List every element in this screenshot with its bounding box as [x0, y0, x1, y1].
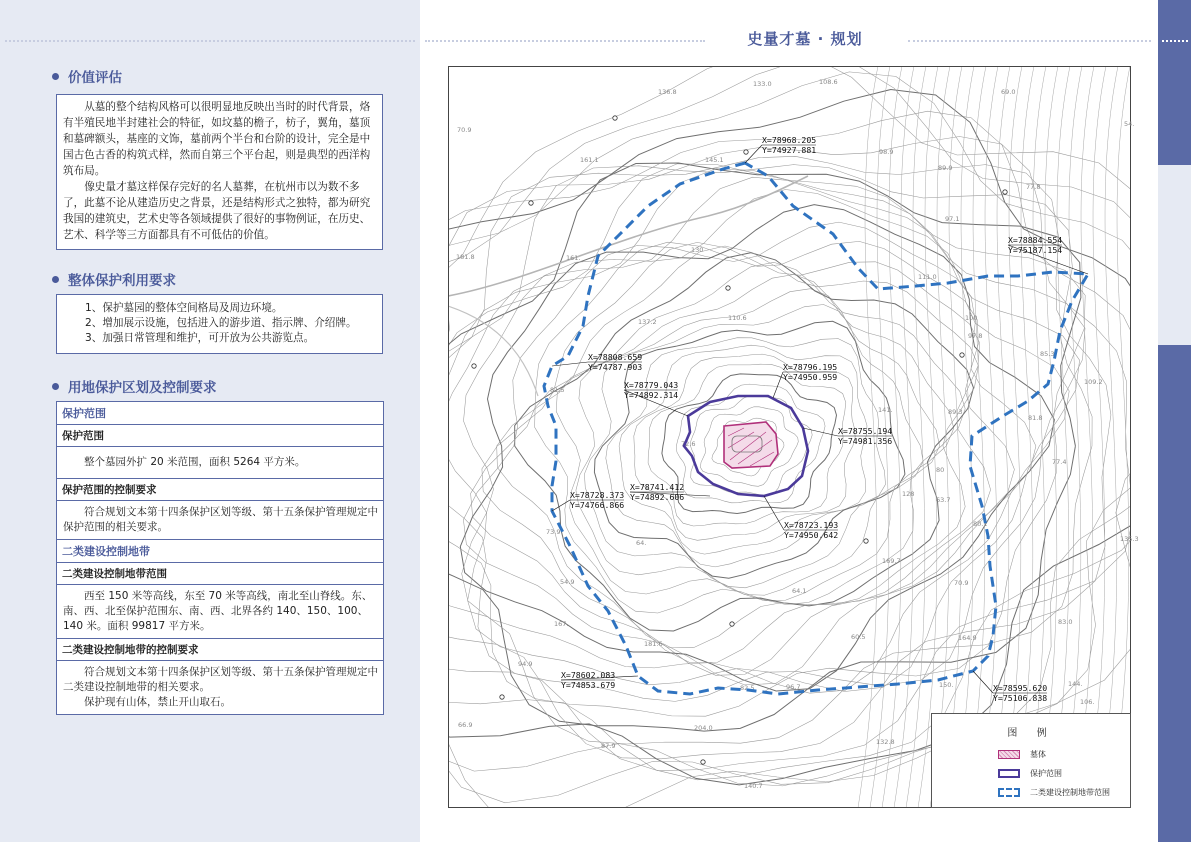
value-paragraph-1: 从墓的整个结构风格可以很明显地反映出当时的时代背景，烙有半殖民地半封建社会的特征，如坟墓的檐子，枋子，翼角，墓顶和墓碑额头，基座的文饰，墓前两个半台和台阶的设计，完全是中国古色古香的构筑式样，然而自第三个平台起，则是典型的西洋构筑布局。	[63, 101, 371, 177]
elevation-label: 111.0	[918, 273, 937, 281]
table-text: 整个墓园外扩 20 米范围，面积 5264 平方米。	[84, 456, 306, 468]
strip-middle	[1158, 165, 1191, 345]
section-heading-value	[52, 66, 122, 86]
elevation-label: 164.9	[958, 634, 977, 642]
protect-range-subheading: 保护范围	[57, 425, 383, 447]
coordinate-y: Y=74892.314	[624, 390, 679, 400]
coordinate-x: X=78723.193	[784, 520, 839, 530]
elevation-label: 54.9	[560, 578, 575, 586]
elevation-label: 181.6	[644, 640, 663, 648]
requirement-item: 2、增加展示设施，包括进入的游步道、指示牌、介绍牌。	[85, 317, 357, 329]
coordinate-y: Y=74950.642	[784, 530, 839, 540]
dotted-rule-right	[908, 40, 1151, 44]
elevation-label: 77.4	[1052, 458, 1067, 466]
elevation-label: 108.6	[819, 78, 838, 86]
elevation-label: 64.1	[792, 587, 807, 595]
elevation-label: 70.9	[954, 579, 969, 587]
coordinate-x: X=78741.412	[630, 482, 685, 492]
elevation-label: 81.5	[550, 386, 565, 394]
coordinate-y: Y=74950.959	[783, 372, 838, 382]
protect-range-title: 保护范围	[57, 402, 383, 425]
zone-range-subheading: 二类建设控制地带范围	[57, 563, 383, 585]
legend-item-tomb	[998, 749, 1046, 761]
elevation-label: 161.	[566, 254, 581, 262]
elevation-label: 100	[965, 314, 978, 322]
zone-control-subheading: 二类建设控制地带的控制要求	[57, 639, 383, 661]
legend-swatch-protection	[998, 769, 1020, 778]
section-heading-landuse	[52, 376, 217, 396]
elevation-label: 145.1	[705, 156, 724, 164]
requirement-item: 1、保护墓园的整体空间格局及周边环境。	[85, 302, 283, 314]
elevation-label: 136.8	[658, 88, 677, 96]
value-paragraph-2: 像史量才墓这样保存完好的名人墓葬，在杭州市以为数不多了，此墓不论从建造历史之背景，还是结构形式之独特，都为研究我国的建筑史，艺术史等各领域提供了很好的事物例证，在历史、艺术、科学等三方面都具有不可低估的价值。	[63, 181, 371, 241]
elevation-label: 72.6	[681, 440, 696, 448]
legend-title: 图 例	[1007, 728, 1055, 739]
coordinate-x: X=78728.373	[570, 490, 625, 500]
elevation-label: 106.	[1080, 698, 1095, 706]
elevation-label: 89.9	[938, 164, 953, 172]
elevation-label: 128	[902, 490, 915, 498]
elevation-label: 97.8	[968, 332, 983, 340]
elevation-label: 140.7	[744, 782, 763, 790]
elevation-label: 130	[691, 246, 704, 254]
elevation-label: 94.9	[518, 660, 533, 668]
legend-swatch-control-zone	[998, 788, 1020, 797]
coordinate-x: X=78808.659	[588, 352, 643, 362]
bullet-icon	[52, 276, 59, 283]
elevation-label: 83.0	[1058, 618, 1073, 626]
legend-label: 保护范围	[1030, 769, 1062, 778]
coordinate-y: Y=74853.679	[561, 680, 616, 690]
section-title: 用地保护区划及控制要求	[68, 380, 217, 396]
strip-bottom	[1158, 345, 1191, 842]
dotted-rule-strip	[1162, 40, 1188, 44]
bullet-icon	[52, 73, 59, 80]
zone-range-text	[57, 585, 383, 639]
coordinate-x: X=78755.194	[838, 426, 893, 436]
elevation-label: 66.9	[458, 721, 473, 729]
protect-control-text	[57, 501, 383, 540]
legend-item-protection	[998, 768, 1062, 780]
elevation-label: 73.9	[546, 528, 561, 536]
elevation-label: 89.3	[948, 408, 963, 416]
section-title: 价值评估	[68, 70, 122, 86]
dotted-rule-mid	[425, 40, 705, 44]
elevation-label: 110.6	[728, 314, 747, 322]
coordinate-x: X=78796.195	[783, 362, 838, 372]
elevation-label: 96.7	[786, 683, 801, 691]
elevation-label: 87.9	[601, 742, 616, 750]
coordinate-y: Y=74766.866	[570, 500, 625, 510]
elevation-label: 64.	[636, 539, 647, 547]
elevation-label: 69.0	[1001, 88, 1016, 96]
legend-swatch-tomb	[998, 750, 1020, 759]
table-text: 符合规划文本第十四条保护区划等级、第十五条保护管理规定中保护范围的相关要求。	[63, 506, 378, 533]
page-title: 史量才墓 · 规划	[747, 30, 863, 48]
coordinate-y: Y=75187.154	[1008, 245, 1063, 255]
elevation-label: 60.5	[851, 633, 866, 641]
zone-control-text	[57, 661, 383, 714]
elevation-label: 135.3	[1120, 535, 1139, 543]
topographic-map	[448, 66, 1139, 808]
landuse-table	[56, 401, 384, 715]
protect-control-subheading: 保护范围的控制要求	[57, 479, 383, 501]
value-text-box	[56, 94, 383, 250]
elevation-label: 169.7	[882, 557, 901, 565]
table-text: 西至 150 米等高线，东至 70 米等高线，南北至山脊线。东、南、西、北至保护范围东、南、西、北界各约 140、150、100、140 米。面积 99817 平方米。	[63, 590, 373, 632]
elevation-label: 133.0	[753, 80, 772, 88]
zone-title: 二类建设控制地带	[57, 540, 383, 563]
section-title: 整体保护利用要求	[68, 273, 176, 289]
elevation-label: 204.0	[694, 724, 713, 732]
elevation-label: 161.1	[580, 156, 599, 164]
elevation-label: 85.3	[1040, 350, 1055, 358]
coordinate-x: X=78968.205	[762, 135, 817, 145]
legend-item-control-zone	[998, 787, 1110, 799]
elevation-label: 77.8	[1026, 183, 1041, 191]
protect-range-text	[57, 447, 383, 479]
table-text: 符合规划文本第十四条保护区划等级、第十五条保护管理规定中二类建设控制地带的相关要求。	[63, 666, 378, 693]
elevation-label: 137.2	[638, 318, 657, 326]
elevation-label: 80	[936, 466, 945, 474]
coordinate-y: Y=74927.881	[762, 145, 817, 155]
elevation-label: 181.8	[456, 253, 475, 261]
coordinate-y: Y=74981.356	[838, 436, 893, 446]
elevation-label: 141.	[878, 406, 893, 414]
coordinate-x: X=78884.554	[1008, 235, 1063, 245]
coordinate-y: Y=74892.606	[630, 492, 685, 502]
elevation-label: 97.1	[945, 215, 960, 223]
coordinate-x: X=78595.620	[993, 683, 1048, 693]
requirement-item: 3、加强日常管理和维护，可开放为公共游览点。	[85, 332, 315, 344]
coordinate-x: X=78779.043	[624, 380, 679, 390]
elevation-label: 82.5	[740, 684, 755, 692]
elevation-label: 80.1	[973, 520, 988, 528]
elevation-label: 63.7	[936, 496, 951, 504]
right-edge-strip	[1158, 0, 1191, 842]
legend-label: 墓体	[1030, 750, 1046, 759]
coordinate-y: Y=74787.903	[588, 362, 643, 372]
dotted-rule-left	[5, 40, 415, 44]
elevation-label: 54.	[1124, 120, 1135, 128]
elevation-label: 98.9	[879, 148, 894, 156]
bullet-icon	[52, 383, 59, 390]
elevation-label: 70.9	[457, 126, 472, 134]
legend-label: 二类建设控制地带范围	[1030, 788, 1110, 797]
strip-top	[1158, 0, 1191, 165]
elevation-label: 132.8	[876, 738, 895, 746]
table-text: 保护现有山体，禁止开山取石。	[84, 696, 231, 708]
elevation-label: 81.8	[1028, 414, 1043, 422]
elevation-label: 109.2	[1084, 378, 1103, 386]
elevation-label: 167.	[554, 620, 569, 628]
section-heading-overall	[52, 269, 176, 289]
overall-requirements-box	[56, 294, 383, 354]
map-legend	[931, 713, 1131, 808]
elevation-label: 150.	[939, 681, 954, 689]
coordinate-x: X=78602.083	[561, 670, 616, 680]
coordinate-y: Y=75106.838	[993, 693, 1048, 703]
elevation-label: 144.	[1068, 680, 1083, 688]
